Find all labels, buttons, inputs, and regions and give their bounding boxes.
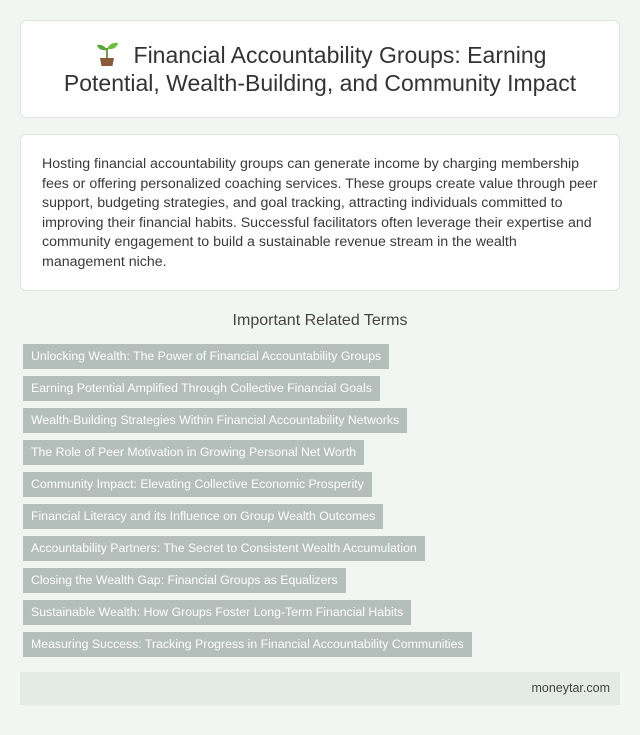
related-terms-list — [23, 344, 472, 664]
title-card — [20, 20, 620, 118]
related-term-tag[interactable]: Sustainable Wealth: How Groups Foster Long-Term Financial Habits — [23, 600, 411, 625]
related-terms-heading: Important Related Terms — [232, 312, 408, 329]
related-term-tag[interactable]: Earning Potential Amplified Through Collective Financial Goals — [23, 376, 380, 401]
footer-site-link[interactable]: moneytar.com — [531, 681, 610, 695]
summary-card — [20, 134, 620, 291]
related-term-tag[interactable]: Unlocking Wealth: The Power of Financial Accountability Groups — [23, 344, 389, 369]
footer — [20, 672, 620, 705]
page-title — [51, 41, 589, 97]
related-term-tag[interactable]: Community Impact: Elevating Collective Economic Prosperity — [23, 472, 372, 497]
related-term-tag[interactable]: Financial Literacy and its Influence on Group Wealth Outcomes — [23, 504, 383, 529]
seedling-icon — [94, 41, 120, 67]
summary-text: Hosting financial accountability groups can generate income by charging membership fees or offering personalized coaching services. These groups create value through peer support, budgeting strategies, and goal tracking, attracting individuals committed to improving their financial habits. Successful facilitators often leverage their expertise and community engagement to build a sustainable revenue stream in the wealth management niche. — [42, 156, 598, 270]
page-title-text: Financial Accountability Groups: Earning Potential, Wealth-Building, and Community Impact — [63, 42, 577, 96]
related-term-tag[interactable]: The Role of Peer Motivation in Growing Personal Net Worth — [23, 440, 364, 465]
related-term-tag[interactable]: Wealth-Building Strategies Within Financial Accountability Networks — [23, 408, 407, 433]
related-term-tag[interactable]: Measuring Success: Tracking Progress in Financial Accountability Communities — [23, 632, 472, 657]
related-term-tag[interactable]: Closing the Wealth Gap: Financial Groups as Equalizers — [23, 568, 346, 593]
related-term-tag[interactable]: Accountability Partners: The Secret to Consistent Wealth Accumulation — [23, 536, 425, 561]
